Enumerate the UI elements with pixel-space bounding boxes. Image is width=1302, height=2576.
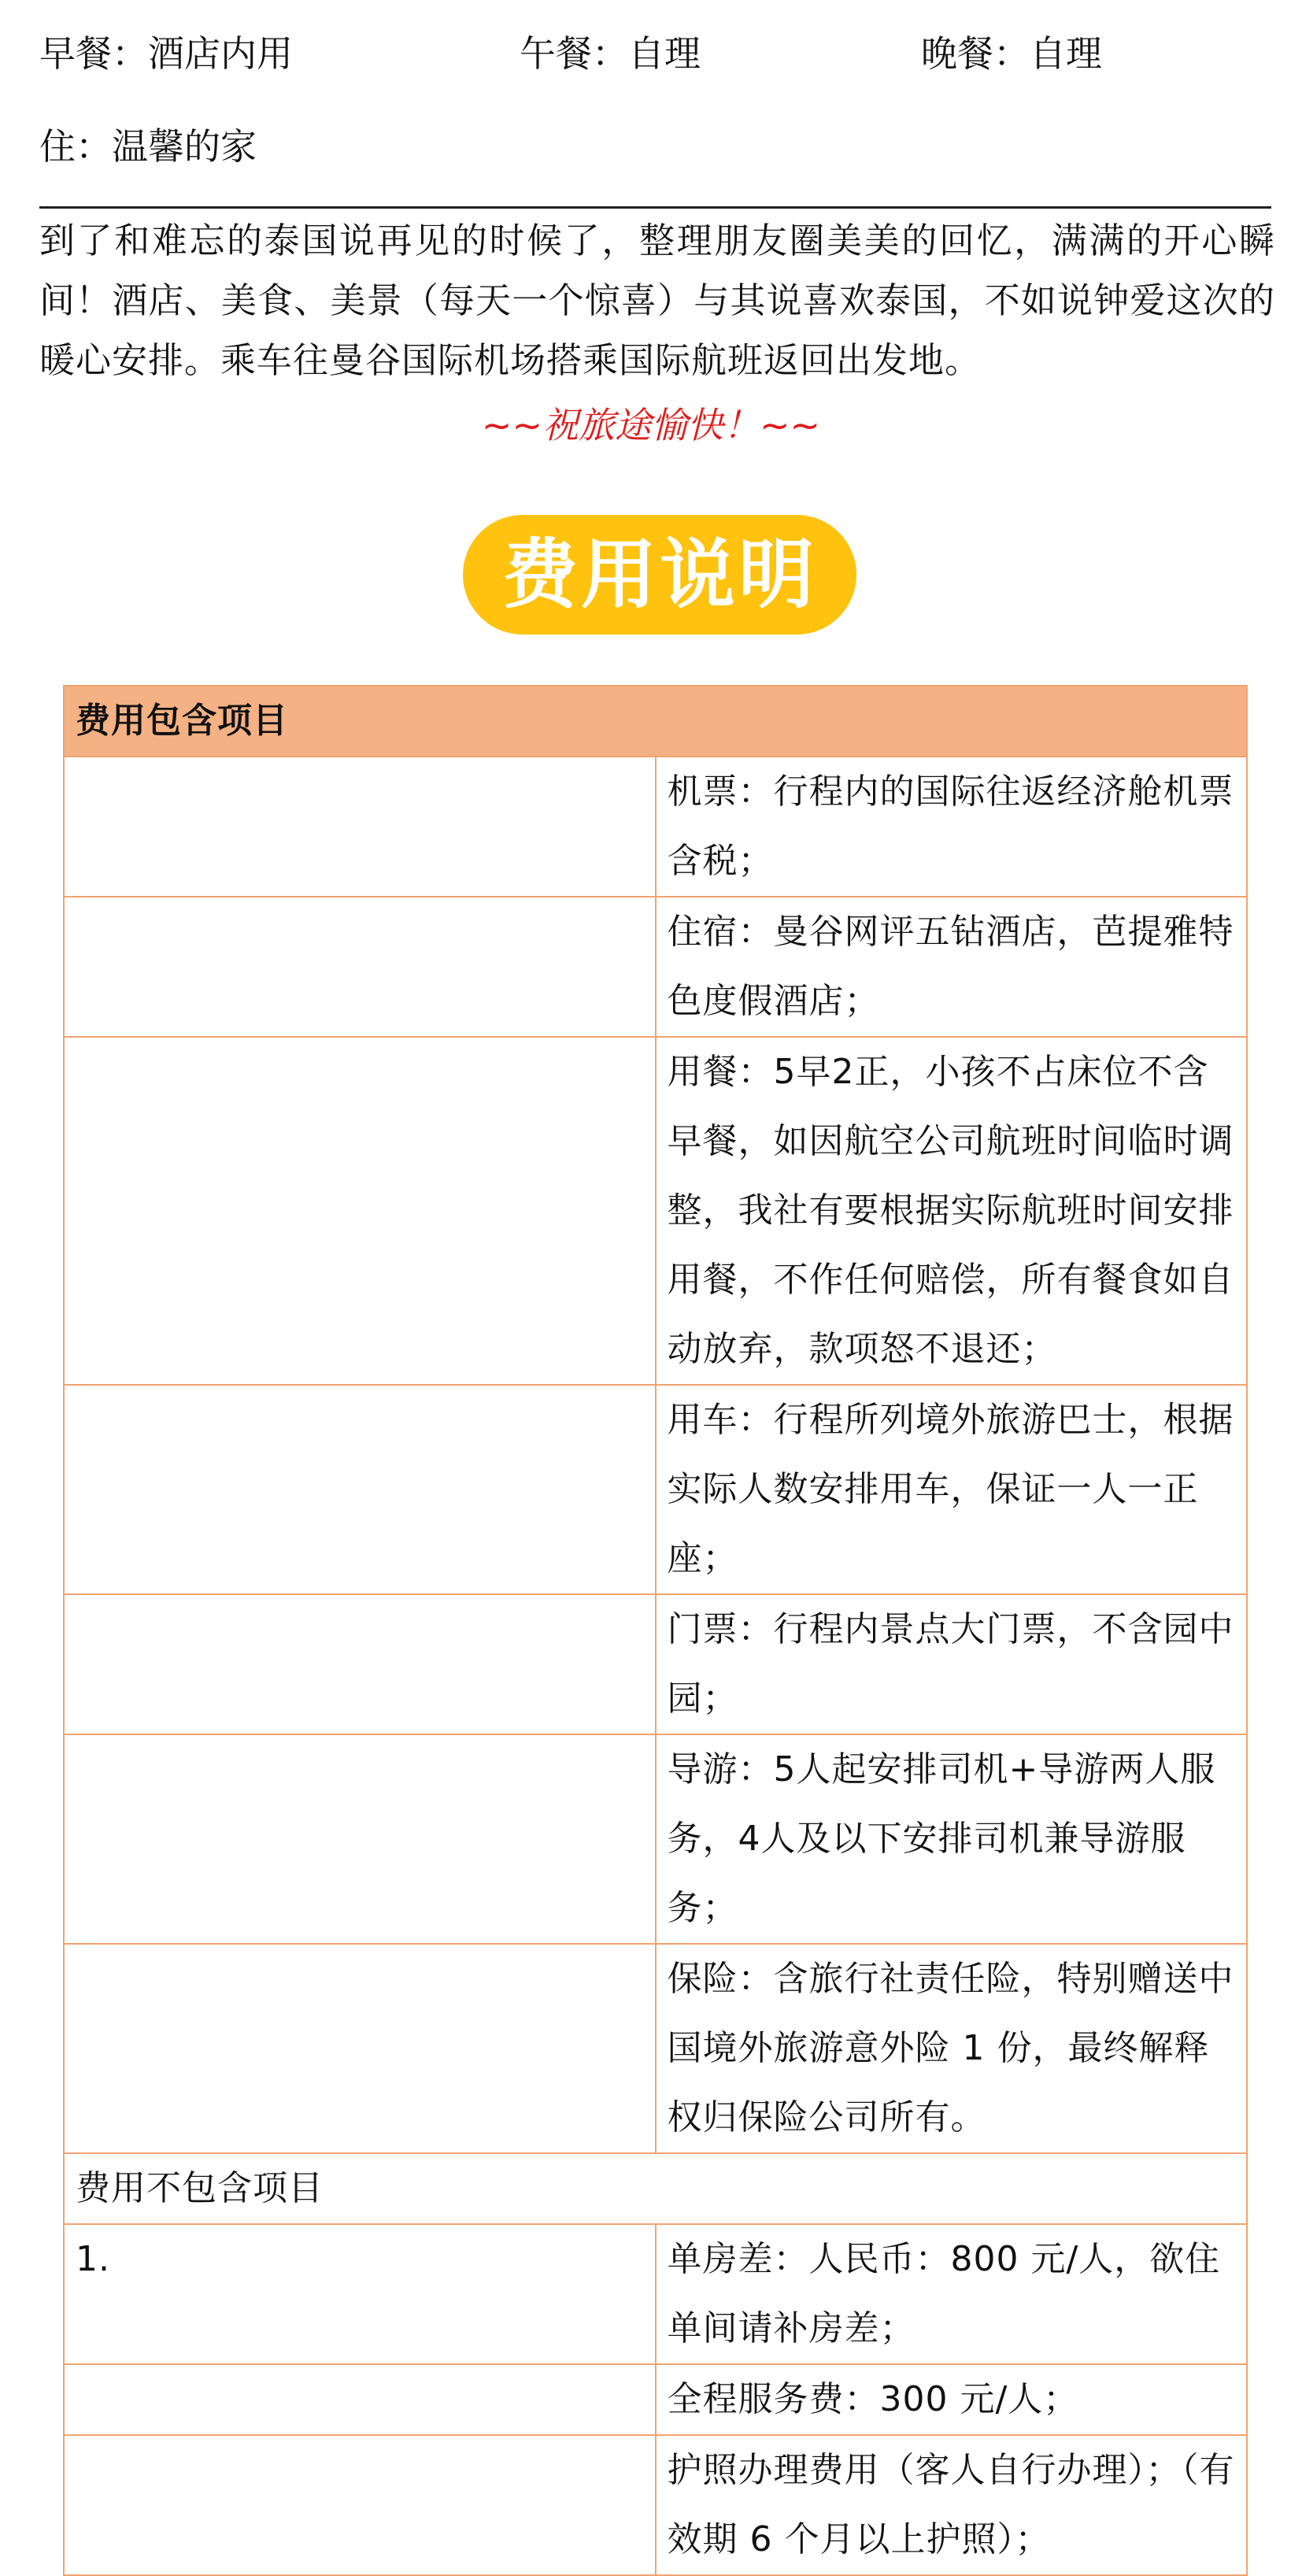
excluded-item-text: 全程服务费：300 元/人； bbox=[656, 2364, 1248, 2435]
included-item-row bbox=[64, 1734, 1247, 1944]
included-heading: 费用包含项目 bbox=[64, 686, 1247, 757]
accommodation-info: 住：温馨的家 bbox=[39, 125, 257, 168]
excluded-item-text: 单房差：人民币：800 元/人，欲住单间请补房差； bbox=[656, 2224, 1248, 2364]
included-item-row bbox=[64, 757, 1247, 897]
included-item-text: 用车：行程所列境外旅游巴士，根据实际人数安排用车，保证一人一正座； bbox=[656, 1385, 1248, 1594]
excluded-item-text: 护照办理费用（客人自行办理）；（有效期 6 个月以上护照）； bbox=[656, 2435, 1248, 2575]
lunch-info: 午餐：自理 bbox=[520, 32, 701, 75]
excluded-item-row bbox=[64, 2435, 1247, 2575]
excluded-item-row bbox=[64, 2224, 1247, 2364]
excluded-heading-row bbox=[64, 2153, 1247, 2224]
included-item-number bbox=[64, 1734, 656, 1944]
fee-table bbox=[63, 685, 1248, 2576]
excluded-item-number: 1. bbox=[64, 2224, 656, 2364]
included-item-number bbox=[64, 1944, 656, 2153]
included-item-text: 住宿：曼谷网评五钻酒店，芭提雅特色度假酒店； bbox=[656, 897, 1248, 1037]
included-item-row bbox=[64, 1037, 1247, 1385]
included-item-text: 用餐：5早2正，小孩不占床位不含早餐，如因航空公司航班时间临时调整，我社有要根据实际航班时间安排用餐，不作任何赔偿，所有餐食如自动放弃，款项怒不退还； bbox=[656, 1037, 1248, 1385]
included-item-number bbox=[64, 757, 656, 897]
included-heading-row bbox=[64, 686, 1247, 757]
included-item-text: 机票：行程内的国际往返经济舱机票含税； bbox=[656, 757, 1248, 897]
included-item-number bbox=[64, 1385, 656, 1594]
included-item-row bbox=[64, 1594, 1247, 1734]
excluded-item-number bbox=[64, 2364, 656, 2435]
included-item-number bbox=[64, 897, 656, 1037]
farewell-wish: ~~祝旅途愉快！~~ bbox=[481, 404, 821, 446]
dinner-info: 晚餐：自理 bbox=[921, 32, 1102, 75]
excluded-item-number bbox=[64, 2435, 656, 2575]
excluded-heading: 费用不包含项目 bbox=[64, 2153, 1247, 2224]
included-item-number bbox=[64, 1037, 656, 1385]
included-item-row bbox=[64, 1385, 1247, 1594]
included-item-text: 保险：含旅行社责任险，特别赠送中国境外旅游意外险 1 份，最终解释权归保险公司所有。 bbox=[656, 1944, 1248, 2153]
excluded-item-row bbox=[64, 2364, 1247, 2435]
section-title-badge: 费用说明 bbox=[463, 515, 856, 635]
included-item-text: 门票：行程内景点大门票，不含园中园； bbox=[656, 1594, 1248, 1734]
divider-line bbox=[39, 206, 1271, 209]
day-description: 到了和难忘的泰国说再见的时候了，整理朋友圈美美的回忆，满满的开心瞬间！酒店、美食、美景（每天一个惊喜）与其说喜欢泰国，不如说钟爱这次的暖心安排。乘车往曼谷国际机场搭乘国际航班返回出发地。 bbox=[39, 220, 1275, 381]
included-item-number bbox=[64, 1594, 656, 1734]
breakfast-info: 早餐：酒店内用 bbox=[39, 32, 293, 75]
included-item-row bbox=[64, 897, 1247, 1037]
included-item-row bbox=[64, 1944, 1247, 2153]
meal-info-row bbox=[39, 30, 1267, 77]
included-item-text: 导游：5人起安排司机+导游两人服务，4人及以下安排司机兼导游服务； bbox=[656, 1734, 1248, 1944]
